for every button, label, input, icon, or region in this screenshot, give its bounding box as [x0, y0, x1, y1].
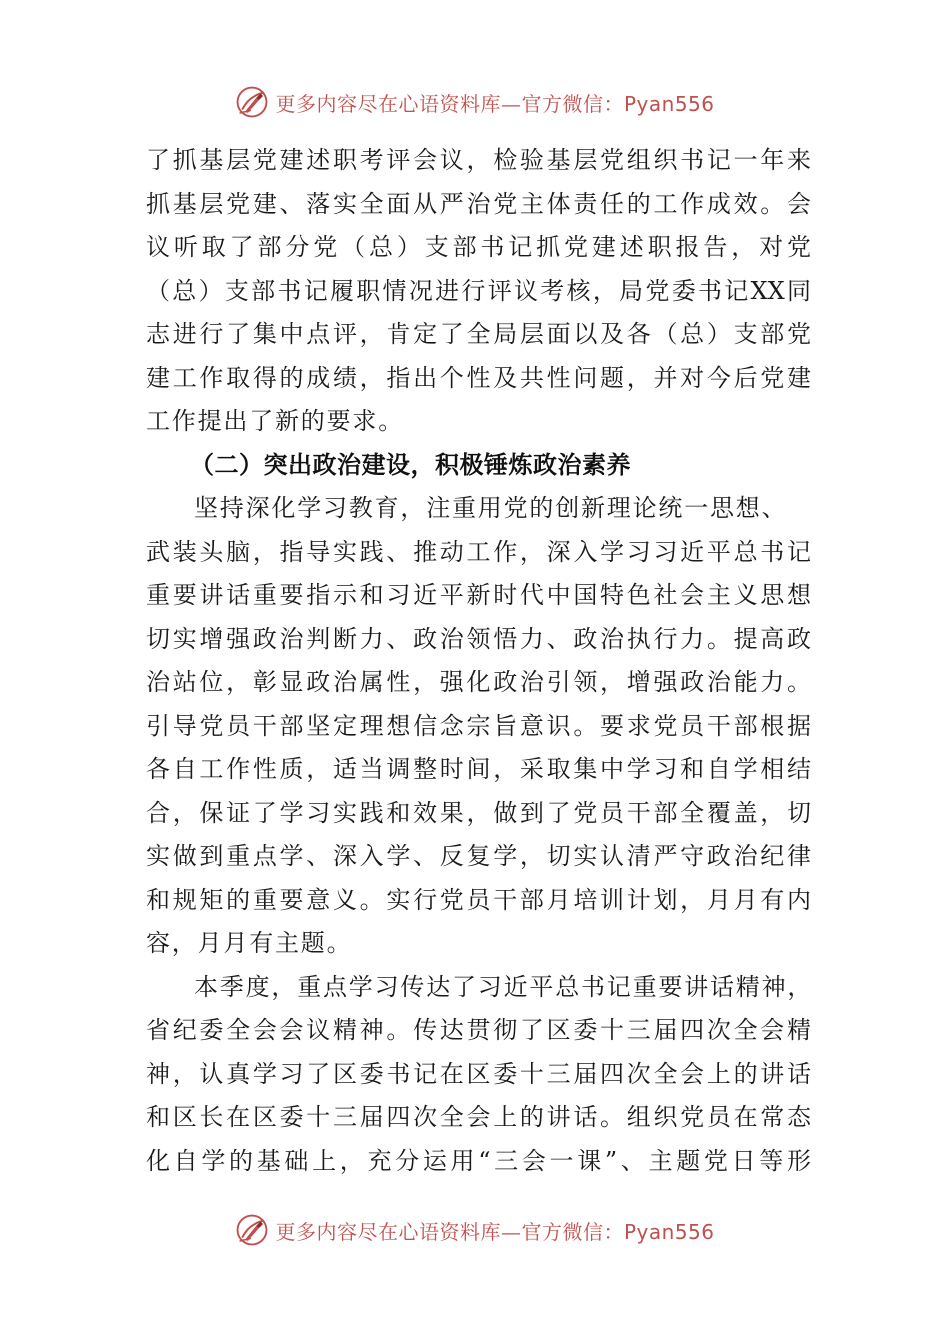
- text-line: 和区长在区委十三届四次全会上的讲话。组织党员在常态: [146, 1103, 811, 1131]
- text-line: 工作提出了新的要求。: [146, 407, 404, 435]
- watermark-header: [0, 82, 950, 122]
- text-line: 建工作取得的成绩，指出个性及共性问题，并对今后党建: [146, 363, 811, 392]
- text-line: 化自学的基础上，充分运用“三会一课”、主题党日等形: [146, 1146, 811, 1175]
- text-line: 重要讲话重要指示和习近平新时代中国特色社会主义思想: [146, 581, 811, 609]
- text-line: 省纪委全会会议精神。传达贯彻了区委十三届四次全会精: [146, 1016, 811, 1044]
- watermark-footer: [0, 1210, 950, 1250]
- text-line: 容，月月有主题。: [146, 929, 353, 957]
- text-line: 切实增强政治判断力、政治领悟力、政治执行力。提高政: [146, 624, 811, 653]
- text-line: 本季度，重点学习传达了习近平总书记重要讲话精神，: [194, 972, 814, 1001]
- watermark-text: 更多内容尽在心语资料库—官方微信：Pyan556: [275, 91, 715, 116]
- text-line: 合，保证了学习实践和效果，做到了党员干部全覆盖，切: [146, 798, 811, 827]
- text-line: 和规矩的重要意义。实行党员干部月培训计划，月月有内: [146, 885, 811, 914]
- text-line: 治站位，彰显政治属性，强化政治引领，增强政治能力。: [146, 668, 811, 696]
- text-line: 引导党员干部坚定理想信念宗旨意识。要求党员干部根据: [146, 711, 811, 740]
- pen-logo-icon: [235, 1213, 269, 1247]
- text-line: 坚持深化学习教育，注重用党的创新理论统一思想、: [194, 494, 788, 522]
- document-body: [146, 139, 814, 1183]
- text-line: 各自工作性质，适当调整时间，采取集中学习和自学相结: [146, 755, 811, 783]
- text-line: 实做到重点学、深入学、反复学，切实认清严守政治纪律: [146, 842, 811, 870]
- text-line: （总）支部书记履职情况进行评议考核，局党委书记XX同: [146, 276, 811, 305]
- text-line: 神，认真学习了区委书记在区委十三届四次全会上的讲话: [146, 1059, 811, 1088]
- watermark-text: 更多内容尽在心语资料库—官方微信：Pyan556: [275, 1219, 715, 1244]
- section-heading: （二）突出政治建设，积极锤炼政治素养: [190, 450, 631, 479]
- text-line: 抓基层党建、落实全面从严治党主体责任的工作成效。会: [146, 189, 811, 218]
- text-line: 武装头脑，指导实践、推动工作，深入学习习近平总书记: [146, 537, 811, 566]
- pen-logo-icon: [235, 85, 269, 119]
- text-line: 议听取了部分党（总）支部书记抓党建述职报告，对党: [146, 233, 811, 261]
- text-line: 志进行了集中点评，肯定了全局层面以及各（总）支部党: [146, 320, 811, 348]
- text-line: 了抓基层党建述职考评会议，检验基层党组织书记一年来: [146, 146, 811, 174]
